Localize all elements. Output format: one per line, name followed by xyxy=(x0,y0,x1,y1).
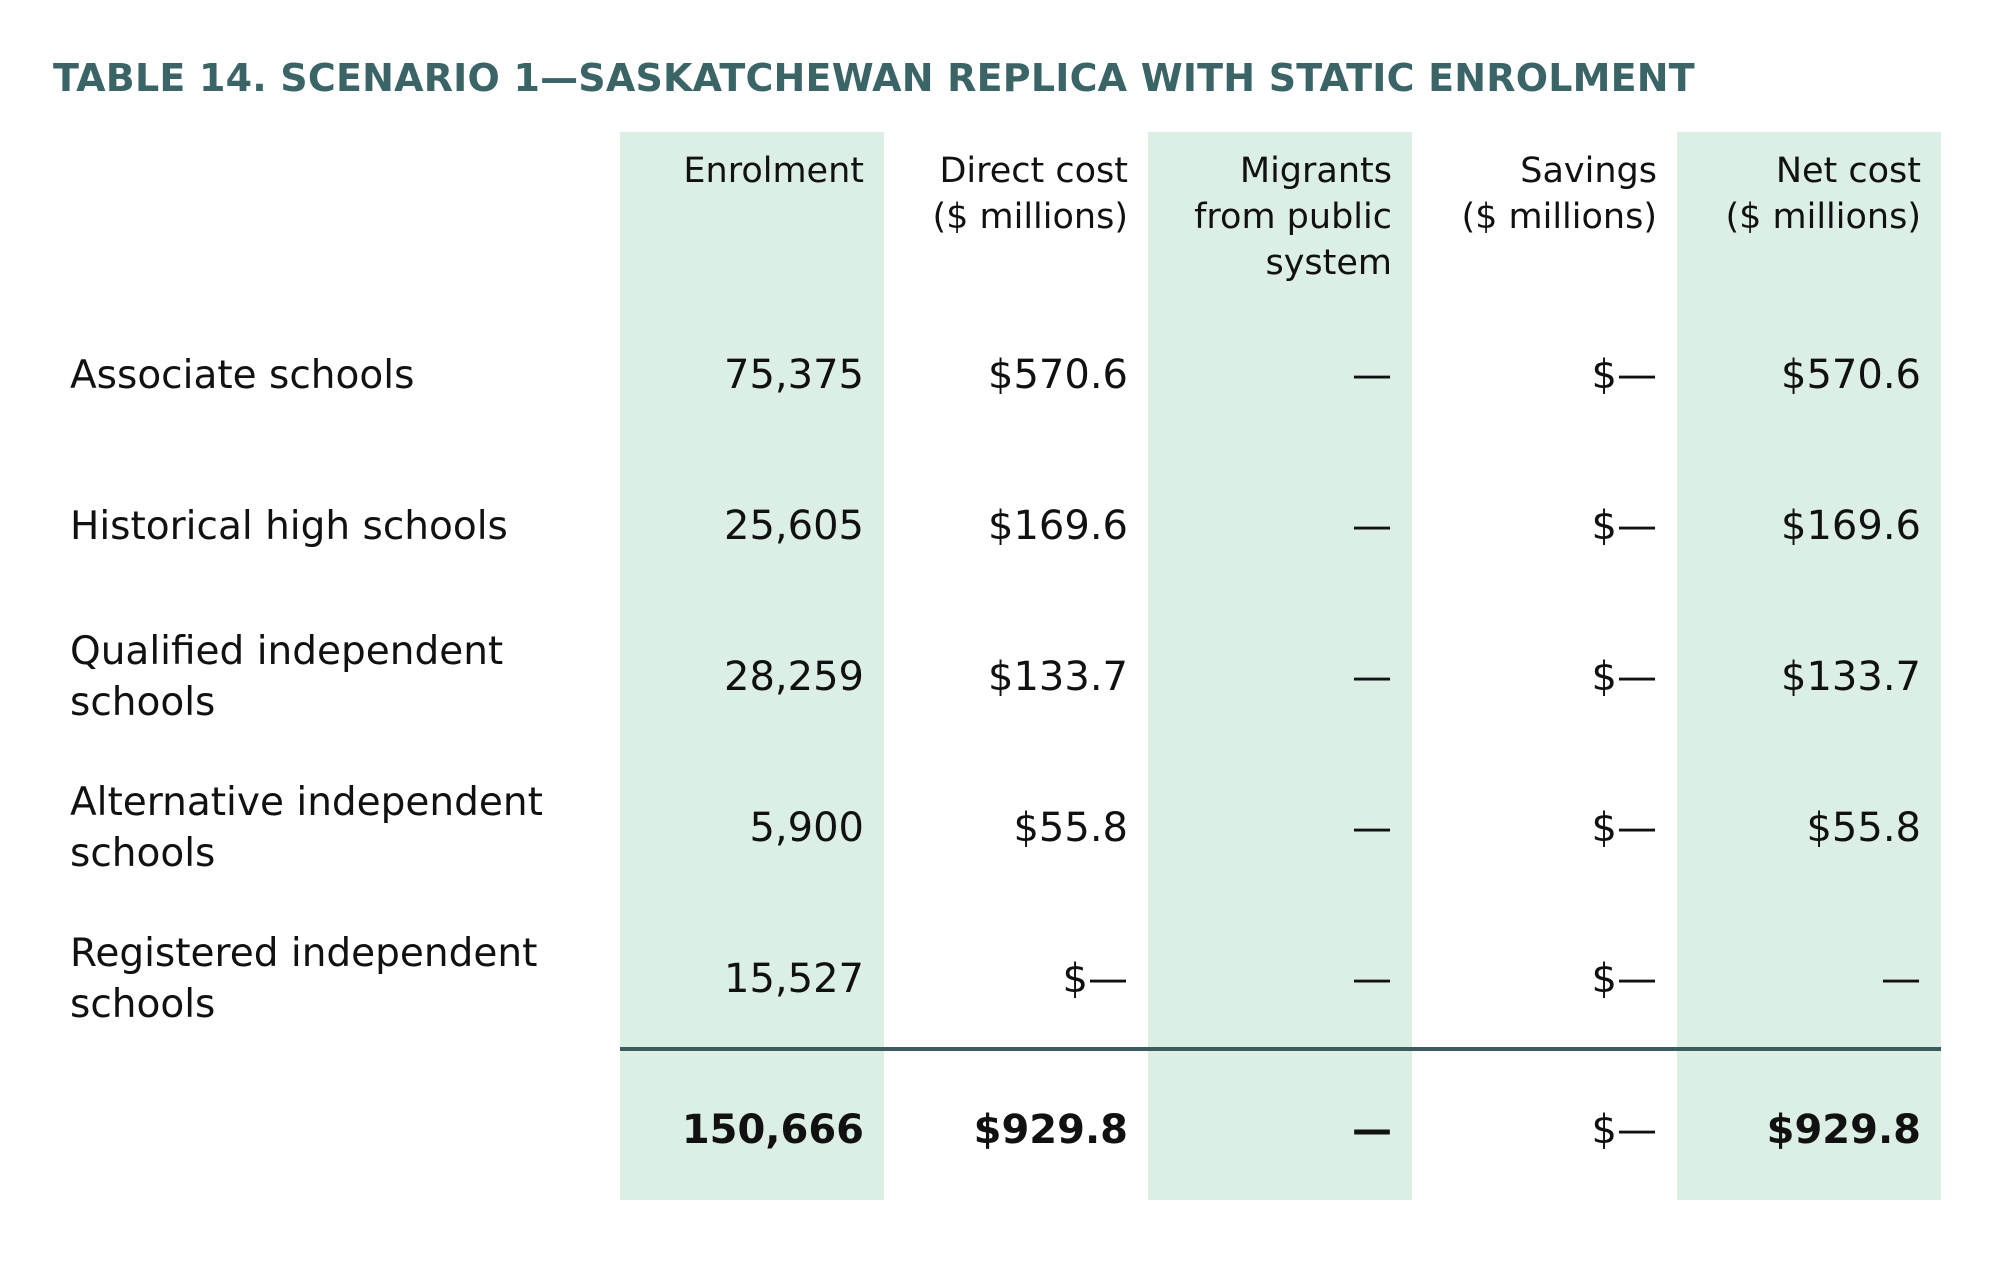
column-header-net-cost: Net cost ($ millions) xyxy=(1725,151,1921,237)
row-label: Registered independent schools xyxy=(70,931,538,1027)
cell-direct-cost: $55.8 xyxy=(1013,805,1128,851)
cell-net-cost: $570.6 xyxy=(1781,352,1921,398)
cell-net-cost: $55.8 xyxy=(1806,805,1921,851)
cell-migrants: — xyxy=(1352,503,1392,549)
total-migrants: — xyxy=(1352,1107,1392,1153)
total-savings: $— xyxy=(1591,1107,1657,1153)
cell-direct-cost: $133.7 xyxy=(988,654,1128,700)
row-label: Associate schools xyxy=(70,352,415,398)
cell-enrolment: 25,605 xyxy=(724,503,864,549)
table-title: TABLE 14. SCENARIO 1—SASKATCHEWAN REPLICA WITH STATIC ENROLMENT xyxy=(53,56,1695,100)
cell-net-cost: $169.6 xyxy=(1781,503,1921,549)
column-header-savings: Savings ($ millions) xyxy=(1461,151,1657,237)
cell-migrants: — xyxy=(1352,956,1392,1002)
cell-savings: $— xyxy=(1591,805,1657,851)
cell-enrolment: 75,375 xyxy=(724,352,864,398)
cell-net-cost: — xyxy=(1881,956,1921,1002)
cell-direct-cost: $570.6 xyxy=(988,352,1128,398)
cell-net-cost: $133.7 xyxy=(1781,654,1921,700)
cell-migrants: — xyxy=(1352,654,1392,700)
cell-enrolment: 15,527 xyxy=(724,956,864,1002)
cell-direct-cost: $— xyxy=(1062,956,1128,1002)
cell-savings: $— xyxy=(1591,654,1657,700)
total-enrolment: 150,666 xyxy=(681,1107,864,1153)
column-header-migrants: Migrants from public system xyxy=(1194,151,1392,283)
total-net-cost: $929.8 xyxy=(1766,1107,1921,1153)
column-header-enrolment: Enrolment xyxy=(683,151,864,191)
cell-enrolment: 5,900 xyxy=(749,805,864,851)
cell-enrolment: 28,259 xyxy=(724,654,864,700)
cell-savings: $— xyxy=(1591,956,1657,1002)
total-divider xyxy=(620,1047,1941,1051)
row-label: Qualified independent schools xyxy=(70,629,504,725)
row-label: Alternative independent schools xyxy=(70,780,543,876)
column-header-direct-cost: Direct cost ($ millions) xyxy=(932,151,1128,237)
cell-migrants: — xyxy=(1352,352,1392,398)
cell-savings: $— xyxy=(1591,503,1657,549)
cell-migrants: — xyxy=(1352,805,1392,851)
total-direct-cost: $929.8 xyxy=(973,1107,1128,1153)
row-label: Historical high schools xyxy=(70,503,508,549)
cell-savings: $— xyxy=(1591,352,1657,398)
cell-direct-cost: $169.6 xyxy=(988,503,1128,549)
